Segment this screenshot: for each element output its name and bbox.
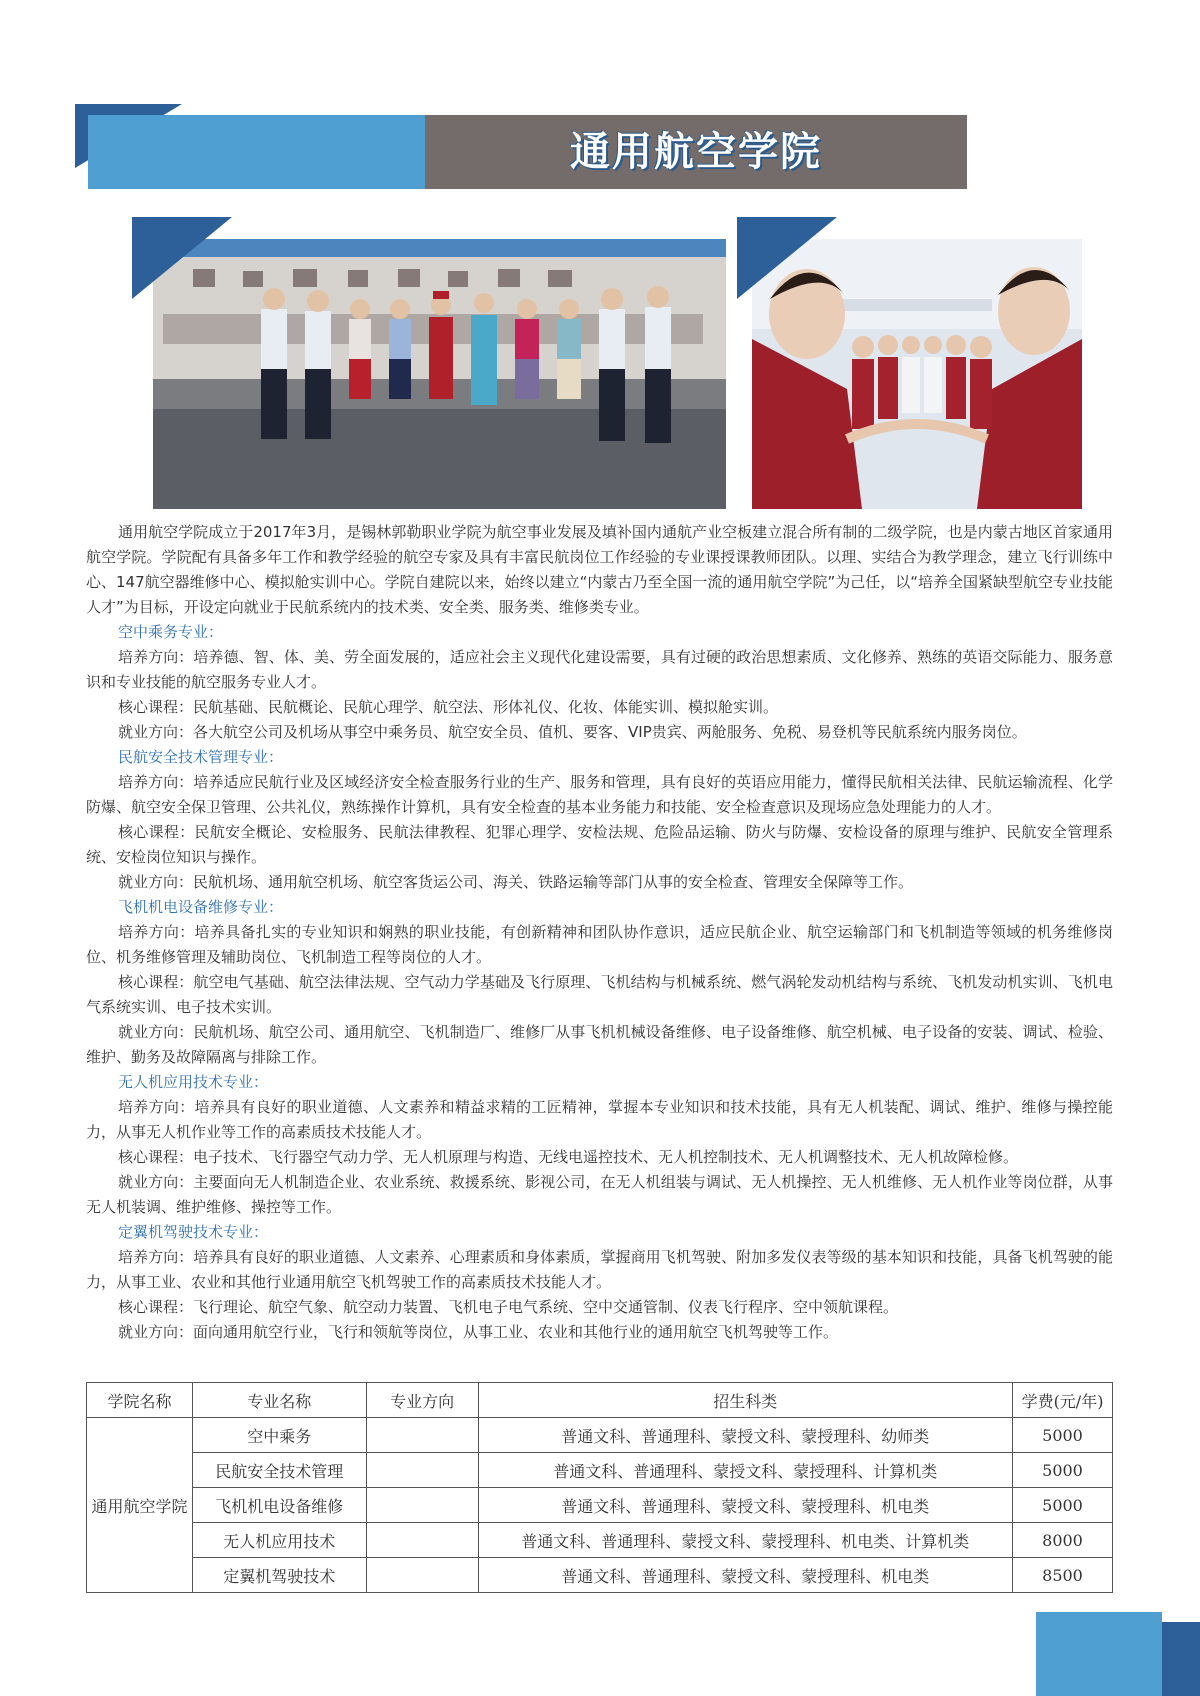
fee-cell: 5000 — [1013, 1418, 1113, 1453]
major-goal: 培养方向：培养德、智、体、美、劳全面发展的，适应社会主义现代化建设需要，具有过硬的政治思想素质、文化修养、熟练的英语交际能力、服务意识和专业技能的航空服务专业人才。 — [86, 648, 1113, 691]
corner-decoration-light — [1036, 1612, 1162, 1696]
major-name-cell: 定翼机驾驶技术 — [192, 1558, 366, 1593]
major-name-cell: 飞机机电设备维修 — [192, 1488, 366, 1523]
direction-cell — [366, 1453, 478, 1488]
major-heading: 民航安全技术管理专业： — [118, 748, 284, 766]
fee-cell: 8000 — [1013, 1523, 1113, 1558]
major-jobs: 就业方向：各大航空公司及机场从事空中乘务员、航空安全员、值机、要客、VIP贵宾、两舱服务、免税、易登机等民航系统内服务岗位。 — [118, 723, 1027, 741]
major-goal: 培养方向：培养具有良好的职业道德、人文素养、心理素质和身体素质，掌握商用飞机驾驶、附加多发仪表等级的基本知识和技能，具备飞机驾驶的能力，从事工业、农业和其他行业通用航空飞机驾驶工作的高素质技术技能人才。 — [86, 1248, 1113, 1291]
fee-cell: 5000 — [1013, 1488, 1113, 1523]
table-row — [87, 1523, 1113, 1558]
categories-cell: 普通文科、普通理科、蒙授文科、蒙授理科、机电类、计算机类 — [478, 1523, 1012, 1558]
photo-corner-triangle — [132, 217, 232, 299]
table-header-cell: 专业方向 — [366, 1383, 478, 1418]
fee-cell: 5000 — [1013, 1453, 1113, 1488]
categories-cell: 普通文科、普通理科、蒙授文科、蒙授理科、幼师类 — [478, 1418, 1012, 1453]
photo-corner-triangle — [737, 217, 837, 299]
table-row — [87, 1488, 1113, 1523]
major-heading: 飞机机电设备维修专业： — [118, 898, 284, 916]
intro-paragraph: 通用航空学院成立于2017年3月，是锡林郭勒职业学院为航空事业发展及填补国内通航产业空板建立混合所有制的二级学院，也是内蒙古地区首家通用航空学院。学院配有具备多年工作和教学经验的航空专家及具有丰富民航岗位工作经验的专业课授课教师团队。以理、实结合为教学理念，建立飞行训练中心、147航空器维修中心、模拟舱实训中心。学院自建院以来，始终以建立“内蒙古乃至全国一流的通用航空学院”为己任，以“培养全国紧缺型航空专业技能人才”为目标，开设定向就业于民航系统内的技术类、安全类、服务类、维修类专业。 — [86, 523, 1113, 616]
table-header-cell: 学院名称 — [87, 1383, 193, 1418]
major-jobs: 就业方向：民航机场、航空公司、通用航空、飞机制造厂、维修厂从事飞机机械设备维修、电子设备维修、航空机械、电子设备的安装、调试、检验、维护、勤务及故障隔离与排除工作。 — [86, 1023, 1113, 1066]
major-courses: 核心课程：民航安全概论、安检服务、民航法律教程、犯罪心理学、安检法规、危险品运输、防火与防爆、安检设备的原理与维护、民航安全管理系统、安检岗位知识与操作。 — [86, 823, 1113, 866]
direction-cell — [366, 1488, 478, 1523]
major-goal: 培养方向：培养具备扎实的专业知识和娴熟的职业技能，有创新精神和团队协作意识，适应民航企业、航空运输部门和飞机制造等领域的机务维修岗位、机务维修管理及辅助岗位、飞机制造工程等岗位的人才。 — [86, 923, 1113, 966]
major-jobs: 就业方向：主要面向无人机制造企业、农业系统、救援系统、影视公司，在无人机组装与调试、无人机操控、无人机维修、无人机作业等岗位群，从事无人机装调、维护维修、操控等工作。 — [86, 1173, 1113, 1216]
categories-cell: 普通文科、普通理科、蒙授文科、蒙授理科、机电类 — [478, 1488, 1012, 1523]
table-header-row — [87, 1383, 1113, 1418]
major-name-cell: 民航安全技术管理 — [192, 1453, 366, 1488]
categories-cell: 普通文科、普通理科、蒙授文科、蒙授理科、机电类 — [478, 1558, 1012, 1593]
page-title: 通用航空学院 — [570, 129, 822, 175]
major-name-cell: 空中乘务 — [192, 1418, 366, 1453]
corner-decoration-dark — [1162, 1622, 1200, 1696]
article-body — [86, 520, 1113, 1345]
major-jobs: 就业方向：民航机场、通用航空机场、航空客货运公司、海关、铁路运输等部门从事的安全检查、管理安全保障等工作。 — [118, 873, 914, 891]
major-name-cell: 无人机应用技术 — [192, 1523, 366, 1558]
table-header-cell: 招生科类 — [478, 1383, 1012, 1418]
major-courses: 核心课程：航空电气基础、航空法律法规、空气动力学基础及飞行原理、飞机结构与机械系统、燃气涡轮发动机结构与系统、飞机发动机实训、飞机电气系统实训、电子技术实训。 — [86, 973, 1113, 1016]
page-banner — [88, 115, 967, 189]
table-header-cell: 专业名称 — [192, 1383, 366, 1418]
major-courses: 核心课程：民航基础、民航概论、民航心理学、航空法、形体礼仪、化妆、体能实训、模拟舱实训。 — [118, 698, 779, 716]
fee-cell: 8500 — [1013, 1558, 1113, 1593]
college-name-cell: 通用航空学院 — [87, 1418, 193, 1593]
major-heading: 空中乘务专业： — [118, 623, 224, 641]
table-row — [87, 1558, 1113, 1593]
banner-blue-block — [88, 115, 425, 189]
table-row — [87, 1453, 1113, 1488]
table-header-cell: 学费(元/年) — [1013, 1383, 1113, 1418]
table-row — [87, 1418, 1113, 1453]
enrollment-table — [86, 1382, 1113, 1593]
major-goal: 培养方向：培养具有良好的职业道德、人文素养和精益求精的工匠精神，掌握本专业知识和技术技能，具有无人机装配、调试、维护、维修与操控能力，从事无人机作业等工作的高素质技术技能人才。 — [86, 1098, 1113, 1141]
students-in-uniform-photo-icon — [153, 239, 726, 509]
major-courses: 核心课程：电子技术、飞行器空气动力学、无人机原理与构造、无线电遥控技术、无人机控制技术、无人机调整技术、无人机故障检修。 — [118, 1148, 1019, 1166]
direction-cell — [366, 1558, 478, 1593]
major-jobs: 就业方向：面向通用航空行业，飞行和领航等岗位，从事工业、农业和其他行业的通用航空飞机驾驶等工作。 — [118, 1323, 839, 1341]
direction-cell — [366, 1418, 478, 1453]
major-courses: 核心课程：飞行理论、航空气象、航空动力装置、飞机电子电气系统、空中交通管制、仪表飞行程序、空中领航课程。 — [118, 1298, 899, 1316]
major-goal: 培养方向：培养适应民航行业及区域经济安全检查服务行业的生产、服务和管理，具有良好的英语应用能力，懂得民航相关法律、民航运输流程、化学防爆、航空安全保卫管理、公共礼仪，熟练操作计算机，具有安全检查的基本业务能力和技能、安全检查意识及现场应急处理能力的人才。 — [86, 773, 1113, 816]
categories-cell: 普通文科、普通理科、蒙授文科、蒙授理科、计算机类 — [478, 1453, 1012, 1488]
direction-cell — [366, 1523, 478, 1558]
major-heading: 无人机应用技术专业： — [118, 1073, 269, 1091]
major-heading: 定翼机驾驶技术专业： — [118, 1223, 269, 1241]
